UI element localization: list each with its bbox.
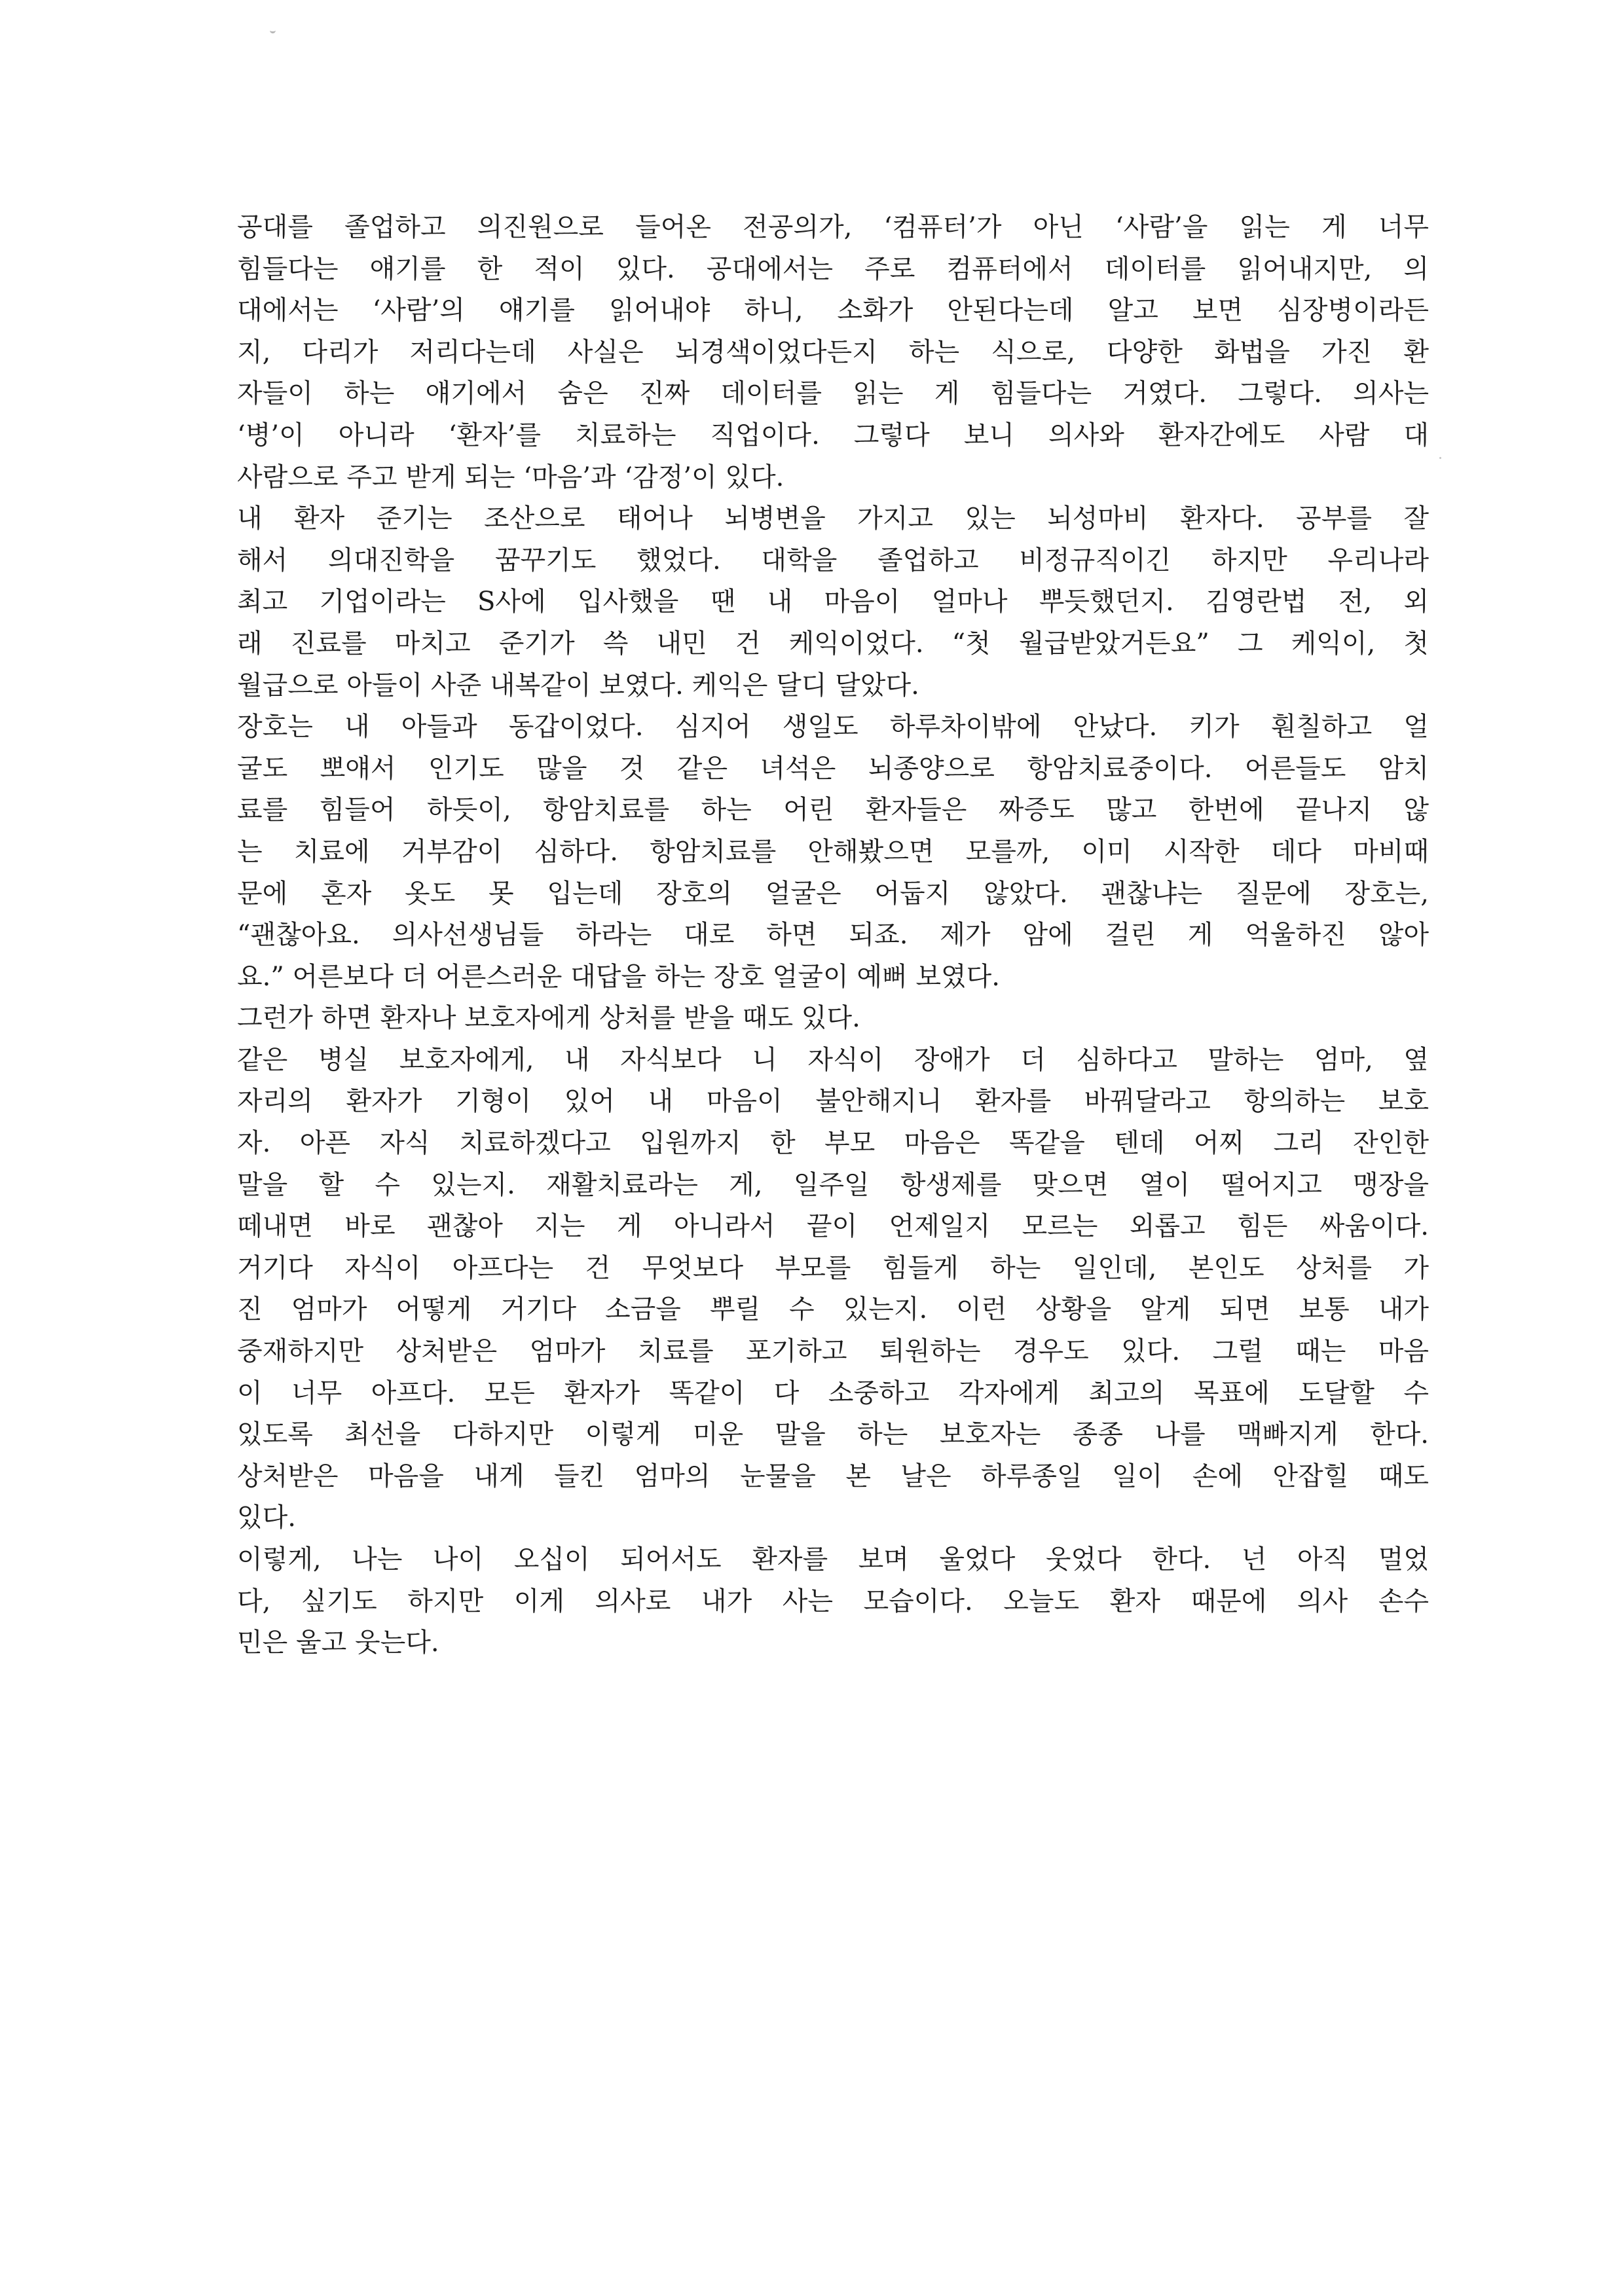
text-line: 내 환자 준기는 조산으로 태어나 뇌병변을 가지고 있는 뇌성마비 환자다. 공부를 잘 (237, 503, 1429, 534)
text-line: 사람으로 주고 받게 되는 ‘마음’과 ‘감정’이 있다. (237, 462, 784, 492)
paragraph (237, 998, 1429, 1040)
text-line: 자들이 하는 얘기에서 숨은 진짜 데이터를 읽는 게 힘들다는 거였다. 그렇다. 의사는 (237, 378, 1429, 409)
scan-artifact-dot (1439, 457, 1441, 459)
text-line: ‘병’이 아니라 ‘환자’를 치료하는 직업이다. 그렇다 보니 의사와 환자간에도 사람 대 (237, 420, 1429, 450)
text-line: 있도록 최선을 다하지만 이렇게 미운 말을 하는 보호자는 종종 나를 맥빠지게 한다. (237, 1419, 1429, 1450)
text-line: “괜찮아요. 의사선생님들 하라는 대로 하면 되죠. 제가 암에 걸린 게 억울하진 않아 (237, 920, 1429, 951)
text-line: 떼내면 바로 괜찮아 지는 게 아니라서 끝이 언제일지 모르는 외롭고 힘든 싸움이다. (237, 1211, 1429, 1242)
text-line: 지, 다리가 저리다는데 사실은 뇌경색이었다든지 하는 식으로, 다양한 화법을 가진 환 (237, 337, 1429, 367)
text-line: 요.” 어른보다 더 어른스러운 대답을 하는 장호 얼굴이 예뻐 보였다. (237, 961, 1000, 992)
text-line: 해서 의대진학을 꿈꾸기도 했었다. 대학을 졸업하고 비정규직이긴 하지만 우리나라 (237, 545, 1429, 575)
paragraph (237, 207, 1429, 498)
text-line: 대에서는 ‘사람’의 얘기를 읽어내야 하니, 소화가 안된다는데 알고 보면 심장병이라든 (237, 295, 1429, 326)
text-line: 이렇게, 나는 나이 오십이 되어서도 환자를 보며 울었다 웃었다 한다. 넌 아직 멀었 (237, 1544, 1429, 1575)
text-line: 다, 싶기도 하지만 이게 의사로 내가 사는 모습이다. 오늘도 환자 때문에 의사 손수 (237, 1586, 1429, 1616)
text-line: 굴도 뽀얘서 인기도 많을 것 같은 녀석은 뇌종양으로 항암치료중이다. 어른들도 암치 (237, 753, 1429, 784)
text-line: 있다. (237, 1503, 296, 1533)
text-line: 자. 아픈 자식 치료하겠다고 입원까지 한 부모 마음은 똑같을 텐데 어찌 그리 잔인한 (237, 1128, 1429, 1159)
text-line: 장호는 내 아들과 동갑이었다. 심지어 생일도 하루차이밖에 안났다. 키가 훤칠하고 얼 (237, 712, 1429, 742)
text-line: 래 진료를 마치고 준기가 쓱 내민 건 케익이었다. “첫 월급받았거든요” 그 케익이, 첫 (237, 628, 1429, 659)
text-line: 이 너무 아프다. 모든 환자가 똑같이 다 소중하고 각자에게 최고의 목표에 도달할 수 (237, 1377, 1429, 1408)
document-body (237, 207, 1429, 1664)
text-line: 공대를 졸업하고 의진원으로 들어온 전공의가, ‘컴퓨터’가 아닌 ‘사람’을 읽는 게 너무 (237, 212, 1429, 242)
text-line: 그런가 하면 환자나 보호자에게 상처를 받을 때도 있다. (237, 1003, 860, 1034)
paragraph (237, 1539, 1429, 1664)
text-line: 힘들다는 얘기를 한 적이 있다. 공대에서는 주로 컴퓨터에서 데이터를 읽어내지만, 의 (237, 253, 1429, 284)
text-line: 최고 기업이라는 S사에 입사했을 땐 내 마음이 얼마나 뿌듯했던지. 김영란법 전, 외 (237, 587, 1429, 617)
text-line: 민은 울고 웃는다. (237, 1628, 439, 1658)
text-line: 말을 할 수 있는지. 재활치료라는 게, 일주일 항생제를 맞으면 열이 떨어지고 맹장을 (237, 1169, 1429, 1200)
paragraph (237, 706, 1429, 998)
text-line: 상처받은 마음을 내게 들킨 엄마의 눈물을 본 날은 하루종일 일이 손에 안잡힐 때도 (237, 1461, 1429, 1491)
text-line: 는 치료에 거부감이 심하다. 항암치료를 안해봤으면 모를까, 이미 시작한 데다 마비때 (237, 836, 1429, 867)
text-line: 중재하지만 상처받은 엄마가 치료를 포기하고 퇴원하는 경우도 있다. 그럴 때는 마음 (237, 1336, 1429, 1367)
text-line: 자리의 환자가 기형이 있어 내 마음이 불안해지니 환자를 바꿔달라고 항의하는 보호 (237, 1086, 1429, 1117)
text-line: 월급으로 아들이 사준 내복같이 보였다. 케익은 달디 달았다. (237, 670, 919, 701)
paragraph (237, 1040, 1429, 1539)
text-line: 거기다 자식이 아프다는 건 무엇보다 부모를 힘들게 하는 일인데, 본인도 상처를 가 (237, 1252, 1429, 1283)
text-line: 같은 병실 보호자에게, 내 자식보다 니 자식이 장애가 더 심하다고 말하는 엄마, 옆 (237, 1044, 1429, 1075)
scan-artifact-mark (270, 29, 276, 33)
paragraph (237, 498, 1429, 706)
text-line: 진 엄마가 어떻게 거기다 소금을 뿌릴 수 있는지. 이런 상황을 알게 되면 보통 내가 (237, 1294, 1429, 1325)
text-line: 료를 힘들어 하듯이, 항암치료를 하는 어린 환자들은 짜증도 많고 한번에 끝나지 않 (237, 795, 1429, 826)
text-line: 문에 혼자 옷도 못 입는데 장호의 얼굴은 어둡지 않았다. 괜찮냐는 질문에 장호는, (237, 878, 1429, 909)
